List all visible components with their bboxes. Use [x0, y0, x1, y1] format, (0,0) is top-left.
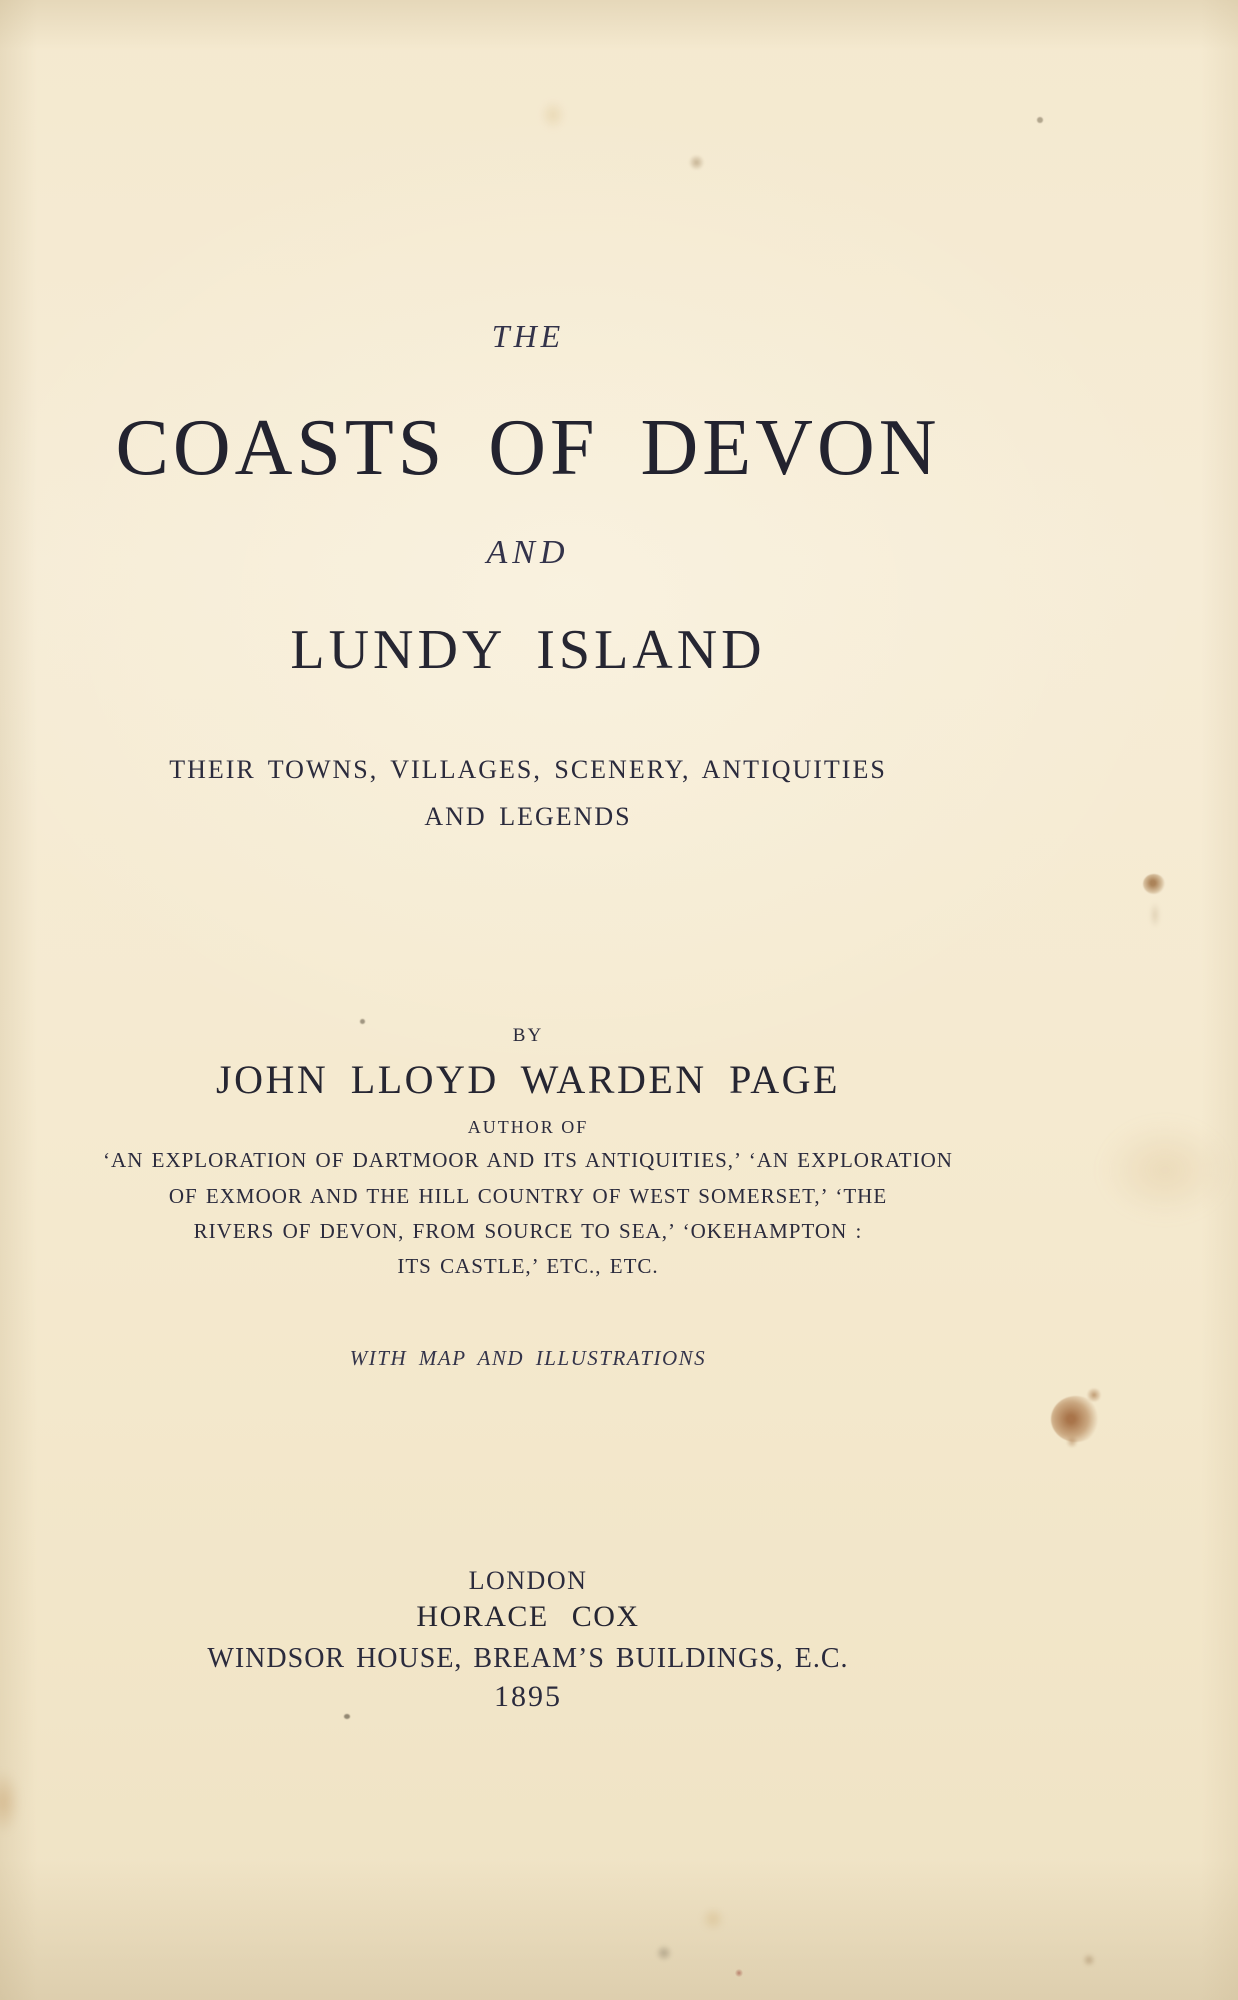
- book-title-second: LUNDY ISLAND: [290, 619, 766, 681]
- author-credit-line: ITS CASTLE,’ ETC., ETC.: [397, 1254, 659, 1278]
- author-credit-line: RIVERS OF DEVON, FROM SOURCE TO SEA,’ ‘OKEHAMPTON :: [193, 1219, 863, 1243]
- half-title: THE: [491, 318, 565, 354]
- author-name: JOHN LLOYD WARDEN PAGE: [216, 1057, 840, 1102]
- byline-label: BY: [512, 1025, 544, 1046]
- paper-discoloration: [1100, 1120, 1230, 1220]
- author-of-label: AUTHOR OF: [467, 1117, 589, 1137]
- foxing-smudge: [1150, 902, 1160, 928]
- paper-stain: [1082, 1954, 1096, 1966]
- subtitle-line-2: AND LEGENDS: [424, 802, 632, 831]
- subtitle-line-1: THEIR TOWNS, VILLAGES, SCENERY, ANTIQUITIES: [169, 755, 887, 784]
- author-credit-line: ‘AN EXPLORATION OF DARTMOOR AND ITS ANTIQUITIES,’ ‘AN EXPLORATION: [103, 1148, 953, 1172]
- foxing-spot: [1143, 874, 1165, 894]
- author-credit-line: OF EXMOOR AND THE HILL COUNTRY OF WEST SOMERSET,’ ‘THE: [168, 1184, 888, 1208]
- foxing-spot: [1066, 1436, 1078, 1448]
- foxing-spot: [1051, 1396, 1101, 1442]
- imprint-city: LONDON: [468, 1566, 588, 1595]
- foxing-spot: [1086, 1388, 1102, 1402]
- title-connector: AND: [486, 534, 570, 571]
- illustration-note: WITH MAP AND ILLUSTRATIONS: [349, 1346, 707, 1370]
- imprint-address: WINDSOR HOUSE, BREAM’S BUILDINGS, E.C.: [207, 1643, 849, 1674]
- imprint-year: 1895: [494, 1680, 562, 1713]
- book-title: COASTS OF DEVON: [115, 404, 941, 492]
- imprint-publisher: HORACE COX: [416, 1600, 640, 1633]
